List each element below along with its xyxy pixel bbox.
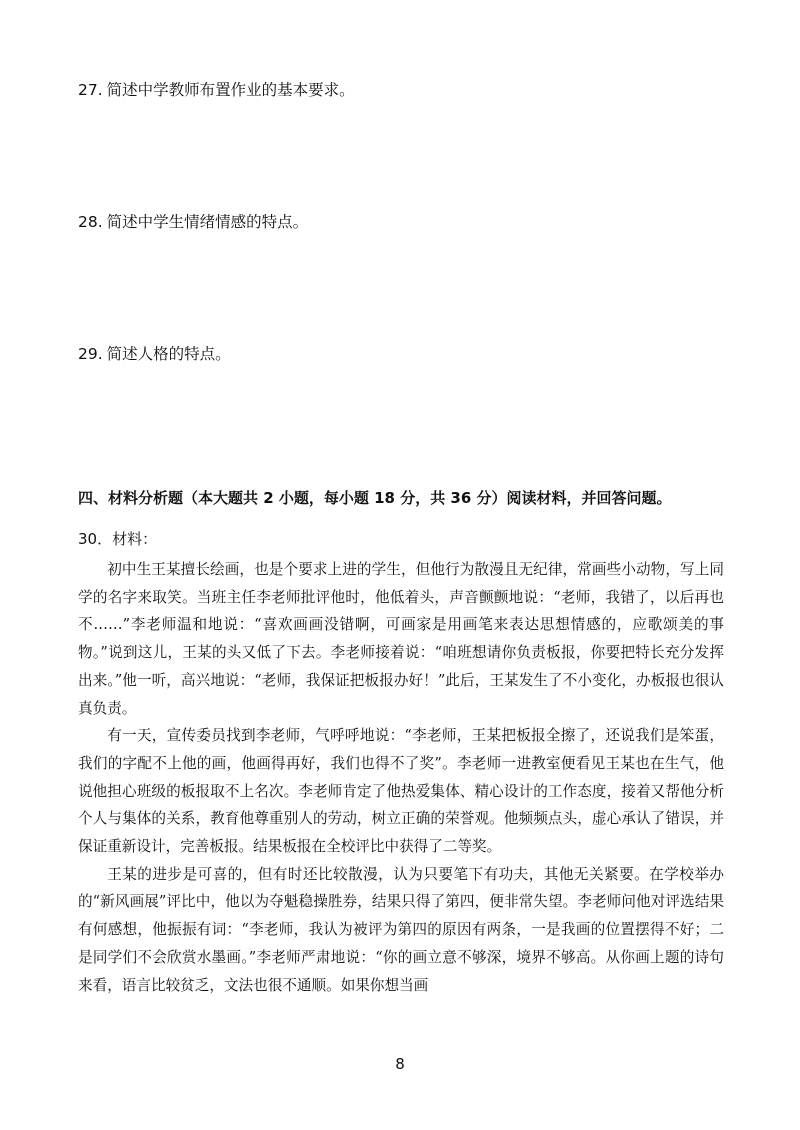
material-paragraph: 有一天，宣传委员找到李老师，气呼呼地说：“李老师，王某把板报全擦了，还说我们是笨蛋，我们的字配不上他的画，他画得再好，我们也得不了奖”。李老师一进教室便看见王某也在生气，他说他担心班级的板报取不上名次。李老师肯定了他热爱集体、精心设计的工作态度，接着又帮他分析个人与集体的关系，教育他尊重别人的劳动，树立正确的荣誉观。他频频点头，虚心承认了错误，并保证重新设计，完善板报。结果板报在全校评比中获得了二等奖。 — [78, 727, 724, 856]
question-number: 27. — [78, 81, 103, 99]
section-header: 四、材料分析题（本大题共 2 小题，每小题 18 分，共 36 分）阅读材料，并回答问题。 — [78, 489, 672, 507]
question-text: 简述人格的特点。 — [106, 345, 231, 363]
material-paragraph: 王某的进步是可喜的，但有时还比较散漫，认为只要笔下有功夫，其他无关紧要。在学校举办的“新风画展”评比中，他以为夺魁稳操胜券，结果只得了第四，便非常失望。李老师问他对评选结果有何感想，他振振有词：“李老师，我认为被评为第四的原因有两条，一是我画的位置摆得不好；二是同学们不会欣赏水墨画。”李老师严肃地说：“你的画立意不够深，境界不够高。从你画上题的诗句来看，语言比较贫乏，文法也很不通顺。如果你想当画 — [78, 865, 724, 994]
material-body — [78, 556, 724, 999]
question-text: 简述中学教师布置作业的基本要求。 — [106, 81, 355, 99]
question-29 — [78, 344, 231, 364]
page-number: 8 — [395, 1055, 405, 1073]
material-paragraph: 初中生王某擅长绘画，也是个要求上进的学生，但他行为散漫且无纪律，常画些小动物，写上同学的名字来取笑。当班主任李老师批评他时，他低着头，声音颤颤地说：“老师，我错了，以后再也不……”李老师温和地说：“喜欢画画没错啊，可画家是用画笔来表达思想情感的，应歌颂美的事物。”说到这儿，王某的头又低了下去。李老师接着说：“咱班想请你负责板报，你要把特长充分发挥出来。”他一听，高兴地说：“老师，我保证把板报办好！”此后，王某发生了不小变化，办板报也很认真负责。 — [78, 561, 724, 717]
question-text: 简述中学生情绪情感的特点。 — [106, 213, 309, 231]
material-label: 30．材料： — [78, 530, 158, 548]
question-number: 29. — [78, 345, 103, 363]
question-number: 28. — [78, 213, 103, 231]
question-27 — [78, 80, 355, 100]
question-28 — [78, 212, 308, 232]
